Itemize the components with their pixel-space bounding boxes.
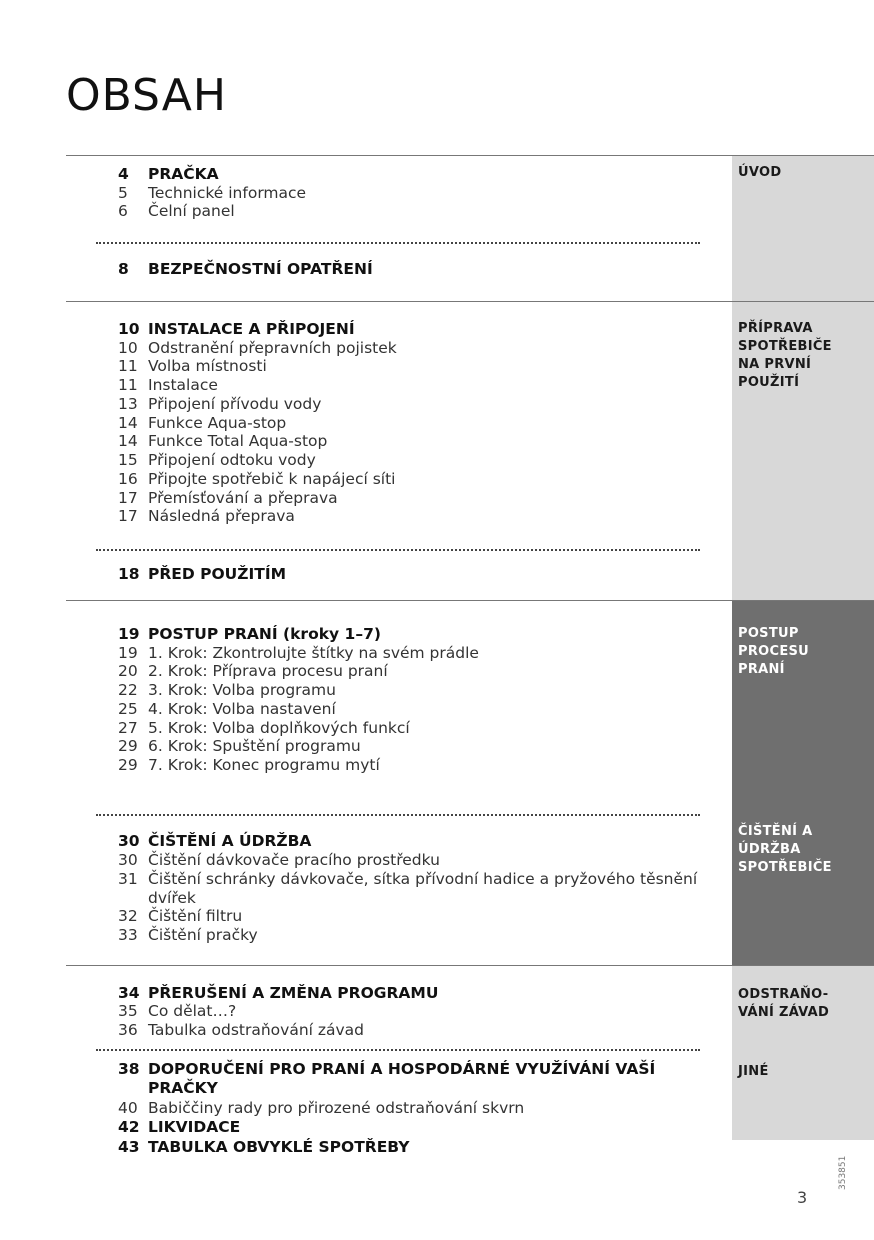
toc-page-number: 4: [118, 165, 129, 183]
toc-page-number: 29: [118, 737, 138, 755]
dotted-divider: [96, 814, 700, 816]
toc-entry[interactable]: [118, 489, 698, 508]
toc-entry[interactable]: [118, 1118, 698, 1137]
toc-entry-title: LIKVIDACE: [148, 1118, 241, 1136]
toc-entry[interactable]: [118, 984, 698, 1003]
toc-entry[interactable]: [118, 1138, 698, 1157]
section-divider: [66, 301, 874, 302]
toc-page-number: 33: [118, 926, 138, 944]
toc-entry-title: ČIŠTĚNÍ A ÚDRŽBA: [148, 832, 312, 850]
toc-page-number: 36: [118, 1021, 138, 1039]
toc-entry[interactable]: [118, 1099, 698, 1118]
toc-entry-title: Připojení odtoku vody: [148, 451, 316, 469]
toc-page-number: 35: [118, 1002, 138, 1020]
toc-entry-title: INSTALACE A PŘIPOJENÍ: [148, 320, 355, 338]
toc-page-number: 20: [118, 662, 138, 680]
toc-entry-title: 7. Krok: Konec programu mytí: [148, 756, 380, 774]
toc-entry-title: 5. Krok: Volba doplňkových funkcí: [148, 719, 410, 737]
toc-page-number: 18: [118, 565, 140, 583]
toc-entry-title: 2. Krok: Příprava procesu praní: [148, 662, 388, 680]
toc-entry[interactable]: [118, 395, 698, 414]
toc-page-number: 19: [118, 625, 140, 643]
toc-entry[interactable]: [118, 907, 698, 926]
toc-entry[interactable]: [118, 357, 698, 376]
toc-page-number: 30: [118, 832, 140, 850]
toc-entry[interactable]: [118, 756, 698, 775]
toc-entry-title: 4. Krok: Volba nastavení: [148, 700, 336, 718]
toc-entry[interactable]: [118, 184, 698, 203]
toc-entry[interactable]: [118, 832, 698, 851]
toc-entry[interactable]: [118, 1002, 698, 1021]
toc-page-number: 40: [118, 1099, 138, 1117]
toc-entry[interactable]: [118, 1060, 698, 1097]
toc-page-number: 6: [118, 202, 128, 220]
toc-entry-title: Funkce Aqua-stop: [148, 414, 287, 432]
toc-entry-title: Čelní panel: [148, 202, 235, 220]
toc-page-number: 14: [118, 432, 138, 450]
toc-entry-title: Technické informace: [148, 184, 307, 202]
section-label-intro: ÚVOD: [738, 165, 782, 180]
toc-entry-title: Čištění dávkovače pracího prostředku: [148, 851, 440, 869]
toc-page-number: 19: [118, 644, 138, 662]
toc-entry-title: Přemísťování a přeprava: [148, 489, 338, 507]
toc-entry[interactable]: [118, 432, 698, 451]
toc-page-number: 29: [118, 756, 138, 774]
toc-entry-title: Babiččiny rady pro přirozené odstraňování skvrn: [148, 1099, 525, 1117]
toc-entry[interactable]: [118, 625, 698, 644]
section-label-washing: POSTUP PROCESU PRANÍ: [738, 626, 810, 677]
section-label-preparation: PŘÍPRAVA SPOTŘEBIČE NA PRVNÍ POUŽITÍ: [738, 321, 832, 390]
toc-entry[interactable]: [118, 851, 698, 870]
toc-entry-title: PŘERUŠENÍ A ZMĚNA PROGRAMU: [148, 984, 439, 1002]
toc-entry[interactable]: [118, 451, 698, 470]
toc-entry[interactable]: [118, 165, 698, 184]
toc-entry-title: Následná přeprava: [148, 507, 295, 525]
toc-entry[interactable]: [118, 339, 698, 358]
toc-entry[interactable]: [118, 202, 698, 221]
section-label-other: JINÉ: [738, 1064, 769, 1079]
toc-entry[interactable]: [118, 376, 698, 395]
toc-page-number: 10: [118, 339, 138, 357]
toc-entry-title: Čištění schránky dávkovače, sítka přívodní hadice a pryžového těsnění dvířek: [148, 870, 698, 907]
toc-page-number: 16: [118, 470, 138, 488]
toc-page-number: 38: [118, 1060, 140, 1078]
section-divider: [66, 600, 874, 601]
toc-entry-title: Odstranění přepravních pojistek: [148, 339, 397, 357]
section-divider: [66, 965, 874, 966]
toc-entry-title: Funkce Total Aqua-stop: [148, 432, 328, 450]
toc-entry[interactable]: [118, 260, 698, 279]
section-label-cleaning: ČIŠTĚNÍ A ÚDRŽBA SPOTŘEBIČE: [738, 824, 832, 875]
toc-entry-title: Čištění pračky: [148, 926, 258, 944]
page-number: 3: [797, 1188, 808, 1207]
dotted-divider: [96, 549, 700, 551]
toc-entry-title: Čištění filtru: [148, 907, 243, 925]
toc-entry-title: Co dělat…?: [148, 1002, 237, 1020]
toc-entry[interactable]: [118, 719, 698, 738]
dotted-divider: [96, 242, 700, 244]
toc-entry-title: Volba místnosti: [148, 357, 267, 375]
toc-entry-title: PŘED POUŽITÍM: [148, 565, 287, 583]
toc-page-number: 32: [118, 907, 138, 925]
toc-page-number: 31: [118, 870, 138, 888]
section-divider: [66, 155, 874, 156]
toc-entry[interactable]: [118, 565, 698, 584]
toc-entry-title: 6. Krok: Spuštění programu: [148, 737, 361, 755]
toc-page-number: 10: [118, 320, 140, 338]
toc-page-number: 8: [118, 260, 129, 278]
toc-entry[interactable]: [118, 507, 698, 526]
toc-page-number: 14: [118, 414, 138, 432]
document-code: 353851: [838, 1155, 848, 1190]
dotted-divider: [96, 1049, 700, 1051]
toc-page-number: 13: [118, 395, 138, 413]
toc-entry-title: Instalace: [148, 376, 218, 394]
toc-page-number: 27: [118, 719, 138, 737]
toc-page-number: 43: [118, 1138, 140, 1156]
page-title: OBSAH: [66, 70, 227, 121]
toc-page-number: 11: [118, 376, 138, 394]
toc-entry-title: Tabulka odstraňování závad: [148, 1021, 365, 1039]
toc-page-number: 25: [118, 700, 138, 718]
toc-page-number: 5: [118, 184, 128, 202]
toc-entry-title: TABULKA OBVYKLÉ SPOTŘEBY: [148, 1138, 410, 1156]
toc-page-number: 22: [118, 681, 138, 699]
toc-entry[interactable]: [118, 1021, 698, 1040]
toc-entry-title: POSTUP PRANÍ (kroky 1–7): [148, 625, 381, 643]
toc-entry-title: PRAČKA: [148, 165, 219, 183]
toc-entry-title: Připojte spotřebič k napájecí síti: [148, 470, 396, 488]
toc-entry[interactable]: [118, 644, 698, 663]
toc-entry[interactable]: [118, 662, 698, 681]
toc-entry[interactable]: [118, 681, 698, 700]
toc-page-number: 15: [118, 451, 138, 469]
toc-entry[interactable]: [118, 470, 698, 489]
toc-page-number: 30: [118, 851, 138, 869]
toc-page-number: 17: [118, 489, 138, 507]
toc-entry[interactable]: [118, 700, 698, 719]
section-label-troubleshooting: ODSTRAŇO- VÁNÍ ZÁVAD: [738, 987, 830, 1020]
toc-entry[interactable]: [118, 737, 698, 756]
toc-entry[interactable]: [118, 320, 698, 339]
toc-entry-title: DOPORUČENÍ PRO PRANÍ A HOSPODÁRNÉ VYUŽÍVÁNÍ VAŠÍ PRAČKY: [148, 1060, 656, 1097]
toc-page-number: 11: [118, 357, 138, 375]
toc-entry[interactable]: [118, 870, 698, 907]
toc-entry-title: Připojení přívodu vody: [148, 395, 322, 413]
toc-entry[interactable]: [118, 414, 698, 433]
toc-entry-title: 1. Krok: Zkontrolujte štítky na svém prádle: [148, 644, 479, 662]
toc-page-number: 34: [118, 984, 140, 1002]
toc-page-number: 42: [118, 1118, 140, 1136]
toc-entry-title: 3. Krok: Volba programu: [148, 681, 336, 699]
toc-entry-title: BEZPEČNOSTNÍ OPATŘENÍ: [148, 260, 373, 278]
toc-page-number: 17: [118, 507, 138, 525]
toc-entry[interactable]: [118, 926, 698, 945]
